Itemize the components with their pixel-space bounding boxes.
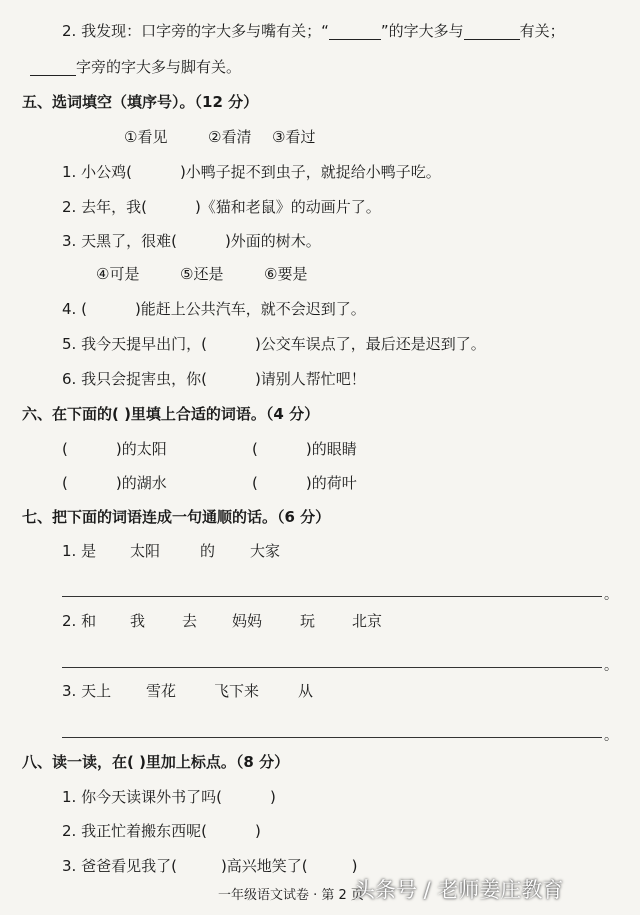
- s7-row1-num: 1. 是: [62, 542, 97, 560]
- answer-line[interactable]: [62, 737, 602, 738]
- word: 的: [200, 542, 216, 560]
- word: 雪花: [146, 682, 177, 700]
- section-7-title: 七、把下面的词语连成一句通顺的话。（6 分）: [22, 508, 331, 526]
- answer-blank[interactable]: [30, 60, 76, 76]
- section-8-title: 八、读一读，在( )里加上标点。（8 分）: [22, 753, 290, 771]
- s5-item-6: 6. 我只会捉害虫，你( )请别人帮忙吧！: [62, 370, 366, 388]
- word: 太阳: [130, 542, 161, 560]
- answer-line[interactable]: [62, 596, 602, 597]
- period: 。: [604, 658, 618, 674]
- word: 我: [130, 612, 146, 630]
- option-3: ③看过: [272, 128, 316, 146]
- option-4: ④可是: [96, 265, 140, 283]
- s5-item-1: 1. 小公鸡( )小鸭子捉不到虫子，就捉给小鸭子吃。: [62, 163, 441, 181]
- answer-line[interactable]: [62, 667, 602, 668]
- answer-blank[interactable]: [329, 24, 381, 40]
- word: 大家: [250, 542, 281, 560]
- s5-item-4: 4. ( )能赶上公共汽车，就不会迟到了。: [62, 300, 366, 318]
- word: 玩: [300, 612, 316, 630]
- word: 飞下来: [214, 682, 260, 700]
- period: 。: [604, 587, 618, 603]
- option-2: ②看清: [208, 128, 252, 146]
- s6-item-3: ( )的湖水: [62, 474, 167, 492]
- section-5-title: 五、选词填空（填序号）。（12 分）: [22, 93, 259, 111]
- option-1: ①看见: [124, 128, 168, 146]
- s6-item-2: ( )的眼睛: [252, 440, 357, 458]
- word: 从: [298, 682, 314, 700]
- q2-line1: 2. 我发现：口字旁的字大多与嘴有关；“ ”的字大多与 有关；: [62, 22, 565, 40]
- s8-item-2: 2. 我正忙着搬东西呢( ): [62, 822, 261, 840]
- s6-item-4: ( )的荷叶: [252, 474, 357, 492]
- q2-line2: 字旁的字大多与脚有关。: [30, 58, 241, 76]
- watermark: 头条号 / 老师姜庄教育: [354, 878, 564, 902]
- section-6-title: 六、在下面的( )里填上合适的词语。（4 分）: [22, 405, 320, 423]
- option-6: ⑥要是: [264, 265, 308, 283]
- s8-item-1: 1. 你今天读课外书了吗( ): [62, 788, 276, 806]
- period: 。: [604, 728, 618, 744]
- s5-item-5: 5. 我今天提早出门，( )公交车误点了，最后还是迟到了。: [62, 335, 486, 353]
- s5-item-2: 2. 去年，我( )《猫和老鼠》的动画片了。: [62, 198, 381, 216]
- word: 妈妈: [232, 612, 263, 630]
- word: 北京: [352, 612, 383, 630]
- answer-blank[interactable]: [464, 24, 520, 40]
- s5-item-3: 3. 天黑了，很难( )外面的树木。: [62, 232, 321, 250]
- s7-row3-num: 3. 天上: [62, 682, 112, 700]
- s6-item-1: ( )的太阳: [62, 440, 167, 458]
- word: 去: [182, 612, 198, 630]
- s7-row2-num: 2. 和: [62, 612, 97, 630]
- option-5: ⑤还是: [180, 265, 224, 283]
- page-footer: 一年级语文试卷 · 第 2 页: [218, 888, 364, 903]
- s8-item-3: 3. 爸爸看见我了( )高兴地笑了( ): [62, 857, 358, 875]
